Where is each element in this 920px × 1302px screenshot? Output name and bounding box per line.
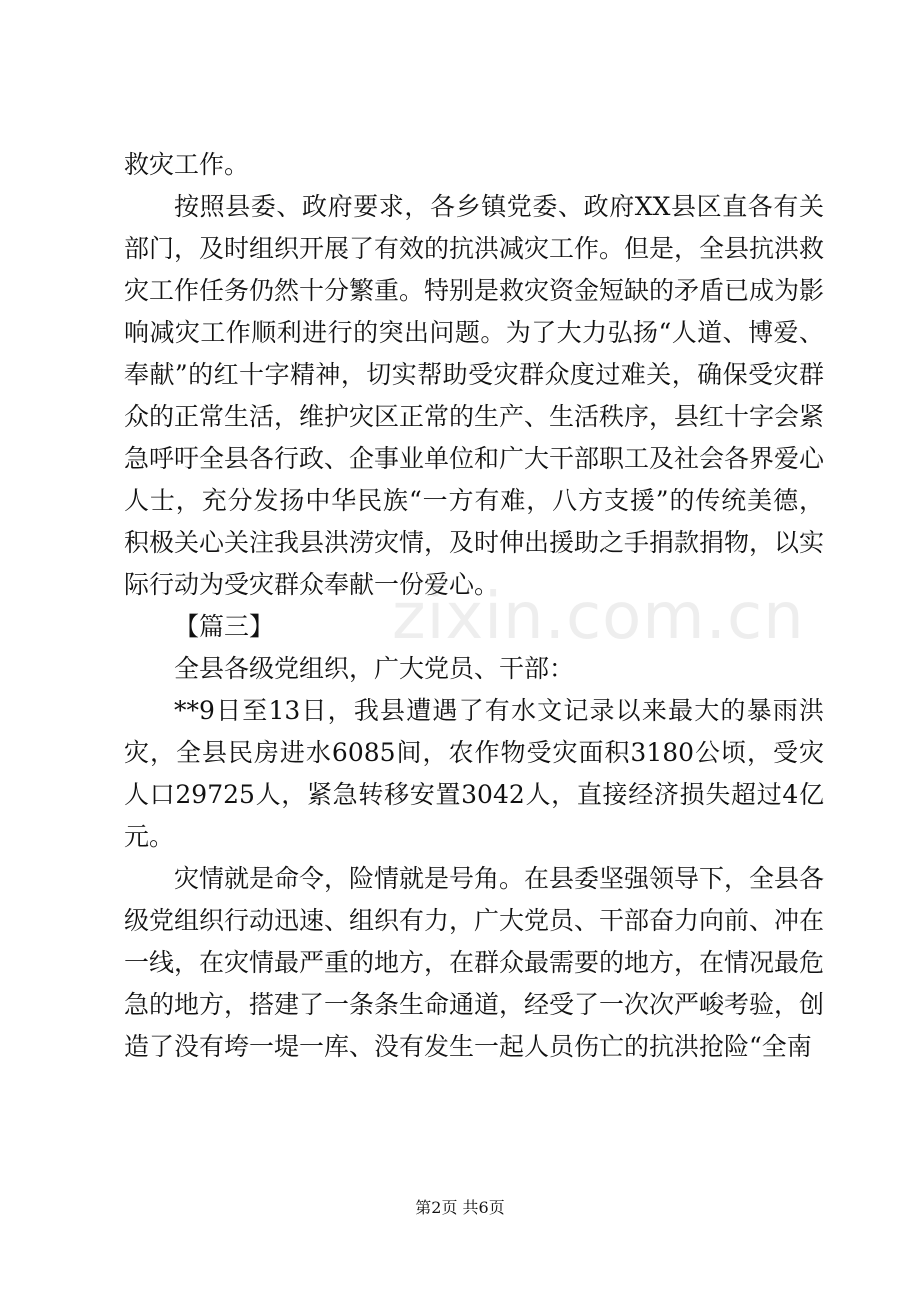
page-footer: 第2页 共6页 xyxy=(415,1198,505,1217)
paragraph-1: 救灾工作。 xyxy=(124,150,250,179)
paragraph-2: 按照县委、政府要求，各乡镇党委、政府XX县区直各有关部门，及时组织开展了有效的抗洪减灾工作。但是，全县抗洪救灾工作任务仍然十分繁重。特别是救灾资金短缺的矛盾已成为影响减灾工作顺利进行的突出问题。为了大力弘扬“人道、博爱、奉献”的红十字精神，切实帮助受灾群众度过难关，确保受灾群众的正常生活，维护灾区正常的生产、生活秩序，县红十字会紧急呼吁全县各行政、企事业单位和广大干部职工及社会各界爱心人士，充分发扬中华民族“一方有难，八方支援”的传统美德，积极关心关注我县洪涝灾情，及时伸出援助之手捐款捐物，以实际行动为受灾群众奉献一份爱心。 xyxy=(124,192,825,599)
watermark: zixin.com.cn xyxy=(392,580,805,654)
paragraph-5: 灾情就是命令，险情就是号角。在县委坚强领导下，全县各级党组织行动迅速、组织有力，广大党员、干部奋力向前、冲在一线，在灾情最严重的地方，在群众最需要的地方，在情况最危急的地方，搭建了一条条生命通道，经受了一次次严峻考验，创造了没有垮一堤一库、没有发生一起人员伤亡的抗洪抢险“全南 xyxy=(124,864,825,1061)
section-heading: 【篇三】 xyxy=(174,612,275,641)
paragraph-4: **9日至13日，我县遭遇了有水文记录以来最大的暴雨洪灾，全县民房进水6085间，农作物受灾面积3180公顷，受灾人口29725人，紧急转移安置3042人，直接经济损失超过4亿元。 xyxy=(124,696,824,851)
salutation: 全县各级党组织，广大党员、干部： xyxy=(174,654,575,683)
